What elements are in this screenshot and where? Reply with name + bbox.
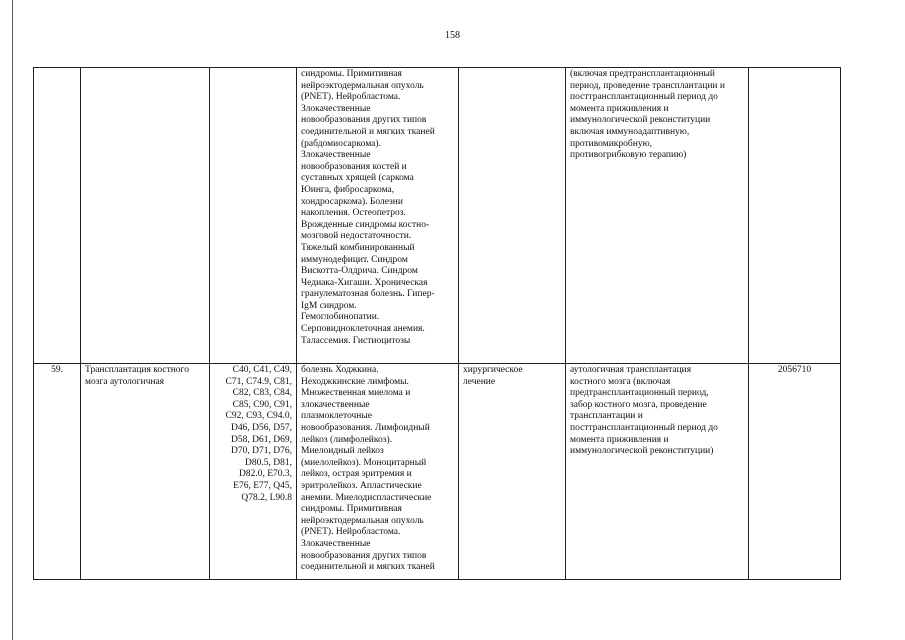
cell-line: мозговой недостаточности.	[301, 231, 412, 242]
cell-line: соединительной и мягких тканей	[301, 126, 435, 137]
cell-cost: 2056710	[749, 364, 841, 580]
cell-line: IgM синдром.	[301, 300, 357, 311]
cell-line: аутологичная трансплантация	[570, 365, 692, 375]
cell-icd-codes	[210, 364, 297, 580]
page-number: 158	[445, 30, 460, 41]
cell-line: гранулематозная болезнь. Гипер-	[301, 289, 435, 300]
cell-line: эритролейкоз. Апластические	[301, 480, 422, 491]
cell-line: новообразования. Лимфоидный	[301, 422, 430, 433]
cell-line: злокачественные	[301, 399, 370, 410]
cell-line: Вискотта-Олдрича. Синдром	[301, 266, 418, 277]
cell-method	[566, 364, 749, 580]
table-row	[34, 68, 841, 364]
cell-line: включая иммуноадаптивную,	[570, 126, 690, 137]
cell-line: синдромы. Примитивная	[301, 69, 402, 79]
cell-number: 59.	[34, 364, 81, 580]
cell-line: забор костного мозга, проведение	[570, 399, 707, 410]
procedures-table	[33, 67, 841, 580]
cell-treatment-type	[459, 68, 566, 364]
cell-line: D46, D56, D57,	[231, 422, 292, 433]
cell-line: Серповидноклеточная анемия.	[301, 324, 425, 335]
cell-line: (PNET). Нейробластома.	[301, 92, 401, 103]
cell-line: (миелолейкоз). Моноцитарный	[301, 457, 427, 468]
cell-line: Злокачественные	[301, 103, 371, 114]
cell-line: нейроэктодермальная опухоль	[301, 80, 424, 91]
cell-line: момента приживления и	[570, 434, 669, 445]
cell-line: Юинга, фибросаркома,	[301, 184, 395, 195]
cell-line: предтрансплантационный период,	[570, 388, 709, 399]
cell-line: посттрансплантационный период до	[570, 422, 718, 433]
cell-line: новообразования костей и	[301, 161, 407, 172]
cell-diseases	[297, 364, 459, 580]
cell-line: хирургическое	[463, 365, 523, 375]
cell-line: болезнь Ходжкина.	[301, 365, 379, 375]
cell-line: новообразования других типов	[301, 550, 427, 561]
cell-line: Миелоидный лейкоз	[301, 446, 384, 457]
cell-line: (PNET). Нейробластома.	[301, 527, 401, 538]
table-row	[34, 364, 841, 580]
cell-line: суставных хрящей (саркома	[301, 173, 414, 184]
cell-line: Q78.2, L90.8	[241, 492, 292, 503]
cell-line: Злокачественные	[301, 538, 371, 549]
cell-line: новообразования других типов	[301, 115, 427, 126]
cell-line: хондросаркома). Болезни	[301, 196, 403, 207]
cell-line: нейроэктодермальная опухоль	[301, 515, 424, 526]
cell-line: анемии. Миелодиспластические	[301, 492, 432, 503]
cell-procedure-name	[81, 364, 210, 580]
cell-line: D82.0, E70.3,	[238, 469, 292, 480]
cell-line: (включая предтрансплантационный	[570, 69, 715, 79]
cell-number	[34, 68, 81, 364]
cell-line: Врожденные синдромы костно-	[301, 219, 430, 230]
cell-line: противомикробную,	[570, 138, 653, 149]
cell-line: иммунодефицит. Синдром	[301, 254, 408, 265]
cell-diseases	[297, 68, 459, 364]
cell-line: лейкоз, острая эритремия и	[301, 469, 412, 480]
cell-line: трансплантации и	[570, 411, 643, 422]
cell-line: Множественная миелома и	[301, 388, 411, 399]
cell-line: костного мозга (включая	[570, 376, 671, 387]
cell-line: период, проведение трансплантации и	[570, 80, 725, 91]
cell-line: соединительной и мягких тканей	[301, 562, 435, 573]
cell-line: момента приживления и	[570, 103, 669, 114]
left-margin-line	[12, 0, 13, 640]
cell-line: C40, C41, C49,	[232, 365, 292, 375]
cell-cost	[749, 68, 841, 364]
cell-line: D70, D71, D76,	[231, 446, 292, 457]
cell-line: лейкоз (лимфолейкоз).	[301, 434, 393, 445]
cell-icd-codes	[210, 68, 297, 364]
cell-line: Талассемия. Гистиоцитозы	[301, 335, 411, 346]
cell-line: D58, D61, D69,	[231, 434, 292, 445]
cell-line: иммунологической реконституции	[570, 115, 711, 126]
cell-line: мозга аутологичная	[85, 376, 165, 387]
cell-line: (рабдомиосаркома).	[301, 138, 381, 149]
cell-line: плазмоклеточные	[301, 411, 372, 422]
cell-line: противогрибковую терапию)	[570, 150, 687, 161]
cell-line: посттрансплантационный период до	[570, 92, 718, 103]
cell-line: Тяжелый комбинированный	[301, 242, 415, 253]
cell-line: C85, C90, C91,	[232, 399, 292, 410]
cell-line: C71, C74.9, C81,	[225, 376, 292, 387]
cell-line: C92, C93, C94.0,	[225, 411, 292, 422]
cell-line: Неходжкинские лимфомы.	[301, 376, 409, 387]
cell-line: синдромы. Примитивная	[301, 504, 402, 515]
cell-method	[566, 68, 749, 364]
cell-line: Гемоглобинопатии.	[301, 312, 380, 323]
cell-line: лечение	[463, 376, 496, 387]
cell-treatment-type	[459, 364, 566, 580]
cell-line: E76, E77, Q45,	[233, 480, 292, 491]
cell-line: иммунологической реконституции)	[570, 446, 714, 457]
cell-procedure-name	[81, 68, 210, 364]
cell-line: D80.5, D81,	[245, 457, 292, 468]
cell-line: Чедиака-Хигаши. Хроническая	[301, 277, 428, 288]
cell-line: C82, C83, C84,	[232, 388, 292, 399]
cell-line: Злокачественные	[301, 150, 371, 161]
cell-line: накопления. Остеопетроз.	[301, 208, 406, 219]
cell-line: Трансплантация костного	[85, 365, 189, 375]
